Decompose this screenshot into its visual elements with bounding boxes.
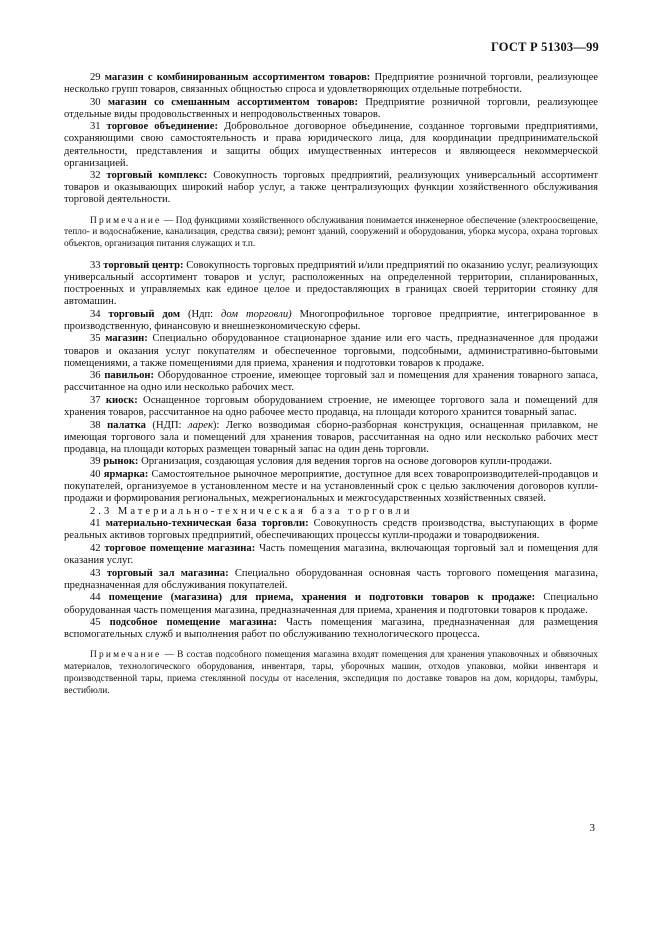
term-name: торговый комплекс:: [106, 170, 208, 182]
term-definition: Специально оборудованное стационарное здание или его часть, предназначенное для продажи товаров и оказания услуг покупателям и обеспеченное торговыми, подсобными, административно-бытовыми помещениями, а также помещениями для приема, хранения и подготовки товаров к продаже.: [64, 333, 598, 369]
term-item-41: [64, 518, 598, 542]
term-item-31: [64, 121, 598, 169]
term-name: торговое помещение магазина:: [104, 543, 256, 555]
term-name: торговый зал магазина:: [106, 567, 229, 579]
term-item-29: [64, 72, 598, 96]
term-definition: Оснащенное торговым оборудованием строение, не имеющее торгового зала и помещений для хранения товаров, рассчитанное на одно рабочее место продавца, на площади которого хранится товарный запас.: [64, 394, 598, 419]
deprecated-prefix: (Ндп:: [180, 308, 222, 320]
term-definition: Совокупность торговых предприятий и/или предприятий по оказанию услуг, реализующих универсальный ассортимент товаров и услуг, расположенных на определенной территории, спланированных, построенных и управляемых как единое целое и предоставляющих в границах своей территории стоянку для автомашин.: [64, 259, 598, 308]
item-number: 32: [90, 170, 101, 182]
term-name: палатка: [107, 419, 146, 431]
term-item-44: [64, 592, 598, 616]
item-number: 34: [90, 308, 101, 320]
term-definition: Добровольное договорное объединение, созданное торговыми предприятиями, сохраняющими свою самостоятельность и права юридического лица, для координации предпринимательской деятельности, представления и защиты общих имущественных интересов и являющееся некоммерческой организацией.: [64, 121, 599, 169]
term-item-40: [64, 469, 598, 505]
deprecated-prefix: (НДП:: [145, 419, 188, 431]
term-item-43: [64, 568, 598, 592]
section-heading: [64, 506, 598, 518]
term-name: магазин:: [105, 333, 148, 345]
term-definition: ): Легко возводимая сборно-разборная конструкция, оснащенная прилавком, не имеющая торгового зала и помещений для хранения товаров, рассчитанная на одно или несколько рабочих мест продавца, на площади которых размещен товарный запас на один день торговли.: [64, 419, 598, 455]
term-item-42: [64, 543, 598, 567]
section-title: Материально-техническая база торговли: [117, 505, 413, 517]
term-name: торговый дом: [108, 308, 181, 320]
term-definition: Специально оборудованная часть помещения магазина, предназначенная для приема, хранения и подготовки товаров к продаже.: [64, 592, 598, 616]
term-definition: Оборудованное строение, имеющее торговый зал и помещения для хранения товарного запаса, рассчитанное на одно или несколько рабочих мест.: [64, 370, 598, 394]
term-item-33: [64, 260, 598, 308]
item-number: 39: [90, 456, 101, 468]
term-definition: Специально оборудованная основная часть торгового помещения магазина, предназначенная для обслуживания покупателей.: [64, 567, 599, 591]
term-item-32: [64, 170, 598, 206]
term-definition: Предприятие розничной торговли, реализующее отдельные виды продовольственных и непродовольственных товаров.: [64, 96, 598, 120]
term-name: торговое объединение:: [106, 121, 218, 133]
term-item-36: [64, 370, 598, 394]
note-label: Примечание: [90, 215, 162, 226]
item-number: 42: [90, 543, 101, 555]
item-number: 31: [90, 121, 101, 133]
term-name: помещение (магазина) для приема, хранения и подготовки товаров к продаже:: [108, 592, 536, 604]
item-number: 41: [90, 518, 101, 530]
item-number: 37: [90, 394, 101, 406]
term-name: ярмарка:: [103, 469, 149, 481]
note-paragraph: [64, 216, 598, 251]
term-item-38: [64, 420, 598, 456]
deprecated-term: дом торговли): [221, 308, 292, 320]
term-name: материально-техническая база торговли:: [105, 518, 309, 530]
item-number: 36: [90, 370, 101, 382]
term-definition: Часть помещения магазина, включающая торговый зал и помещения для оказания услуг.: [64, 543, 598, 567]
item-number: 40: [90, 469, 101, 481]
term-item-34: [64, 309, 598, 333]
item-number: 45: [90, 617, 101, 629]
term-definition: Многопрофильное торговое предприятие, интегрированное в производственную, финансовую и внешнеэкономическую сферы.: [64, 308, 598, 332]
term-item-45: [64, 617, 598, 641]
term-definition: Часть помещения магазина, предназначенная для размещения вспомогательных служб и выполнения работ по обслуживанию технологического процесса.: [64, 617, 598, 641]
term-name: подсобное помещение магазина:: [109, 617, 278, 629]
note-label: Примечание: [90, 650, 162, 661]
standard-header: ГОСТ Р 51303—99: [490, 40, 599, 54]
item-number: 35: [90, 333, 101, 345]
note-text: — Под функциями хозяйственного обслуживания понимается инженерное обеспечение (электроосвещение, тепло- и водоснабжение, канализация, средства связи); ремонт зданий, сооружений и оборудования, уборка мусора, охрана торговых объектов, организация питания служащих и т.п.: [64, 215, 598, 250]
term-definition: Совокупность торговых предприятий, реализующих универсальный ассортимент товаров и оказывающих широкий набор услуг, а также централизующих функции хозяйственного обслуживания торговой деятельности.: [64, 170, 598, 206]
term-item-37: [64, 395, 598, 419]
item-number: 44: [90, 592, 101, 604]
deprecated-term: ларек: [187, 419, 213, 431]
term-definition: Самостоятельное рыночное мероприятие, доступное для всех товаропроизводителей-продавцов и покупателей, организуемое в установленном месте и на установленный срок с целью заключения договоров купли-продажи и формирования региональных, межрегиональных и межгосударственных хозяйственных связей.: [64, 469, 598, 505]
term-name: магазин со смешанным ассортиментом товаров:: [107, 96, 359, 108]
term-name: рынок:: [103, 456, 139, 468]
term-item-35: [64, 333, 598, 369]
page-number: 3: [589, 822, 595, 834]
item-number: 38: [90, 419, 101, 431]
term-item-30: [64, 97, 598, 121]
item-number: 29: [90, 72, 101, 83]
item-number: 30: [90, 96, 101, 108]
note-text: — В состав подсобного помещения магазина входят помещения для хранения упаковочных и обвязочных материалов, технологического оборудования, инвентаря, тары, уборочных машин, отходов упаковки, мойки инвентаря и производственной тары, приема стеклянной посуды от населения, экспедиция по доставке товаров на дом, коридоры, тамбуры, вестибюли.: [64, 650, 598, 696]
item-number: 43: [90, 567, 101, 579]
term-name: торговый центр:: [103, 259, 184, 271]
term-definition: Организация, создающая условия для ведения торгов на основе договоров купли-продажи.: [138, 456, 552, 468]
term-name: магазин с комбинированным ассортиментом товаров:: [104, 72, 371, 83]
term-definition: Предприятие розничной торговли, реализующее несколько групп товаров, связанных общностью спроса и удовлетворяющих отдельные потребности.: [64, 72, 598, 96]
note-paragraph: [64, 650, 598, 697]
term-item-39: [64, 456, 598, 468]
term-name: павильон:: [104, 370, 155, 382]
document-body: [64, 72, 598, 707]
item-number: 33: [90, 259, 101, 271]
term-definition: Совокупность средств производства, выступающих в форме реальных активов торговых предприятий, обеспечивающих процессы купли-продажи и товародвижения.: [64, 518, 598, 542]
section-number: 2.3: [90, 505, 113, 517]
term-name: киоск:: [105, 394, 138, 406]
